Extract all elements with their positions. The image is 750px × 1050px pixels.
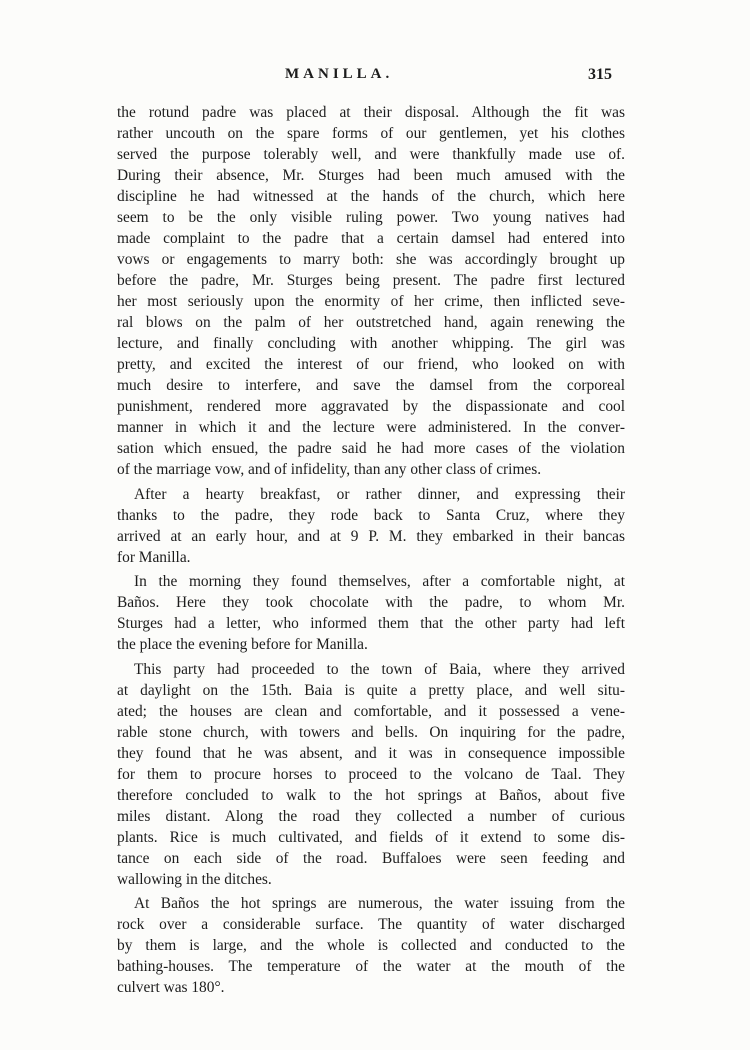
text-line: At Baños the hot springs are numerous, the water issuing from the [134, 895, 625, 912]
text-line: This party had proceeded to the town of Baia, where they arrived [134, 660, 625, 678]
paragraph [117, 659, 625, 890]
body-text [117, 102, 625, 1002]
text-line: During their absence, Mr. Sturges had been much amused with the [117, 167, 625, 184]
text-line: manner in which it and the lecture were administered. In the conver- [117, 419, 625, 436]
text-line: thanks to the padre, they rode back to Santa Cruz, where they [117, 506, 625, 524]
text-line: made complaint to the padre that a certain damsel had entered into [117, 230, 625, 247]
text-line: lecture, and finally concluding with another whipping. The girl was [117, 335, 625, 352]
text-line: punishment, rendered more aggravated by the dispassionate and cool [117, 398, 625, 415]
text-line: by them is large, and the whole is collected and conducted to the [117, 937, 625, 954]
text-line: pretty, and excited the interest of our friend, who looked on with [117, 356, 625, 373]
text-line: ated; the houses are clean and comfortable, and it possessed a vene- [117, 702, 625, 720]
paragraph [117, 484, 625, 568]
text-line: Baños. Here they took chocolate with the padre, to whom Mr. [117, 594, 625, 611]
page-number: 315 [588, 66, 612, 83]
text-line: culvert was 180°. [117, 979, 225, 996]
paragraph [117, 102, 625, 480]
text-line: sation which ensued, the padre said he had more cases of the violation [117, 440, 625, 457]
text-line: After a hearty breakfast, or rather dinner, and expressing their [134, 485, 625, 503]
text-line: ral blows on the palm of her outstretched hand, again renewing the [117, 314, 625, 331]
running-head [0, 66, 750, 90]
text-line: they found that he was absent, and it was in consequence impossible [117, 744, 625, 762]
text-line: vows or engagements to marry both: she was accordingly brought up [117, 251, 625, 268]
text-line: at daylight on the 15th. Baia is quite a pretty place, and well situ- [117, 681, 625, 699]
text-line: In the morning they found themselves, after a comfortable night, at [134, 573, 625, 590]
text-line: much desire to interfere, and save the damsel from the corporeal [117, 377, 625, 394]
text-line: rather uncouth on the spare forms of our gentlemen, yet his clothes [117, 125, 625, 142]
text-line: wallowing in the ditches. [117, 870, 272, 888]
text-line: her most seriously upon the enormity of her crime, then inflicted seve- [117, 293, 625, 310]
text-line: plants. Rice is much cultivated, and fields of it extend to some dis- [117, 828, 625, 846]
text-line: the rotund padre was placed at their disposal. Although the fit was [117, 104, 625, 121]
text-line: arrived at an early hour, and at 9 P. M. they embarked in their bancas [117, 527, 625, 545]
text-line: miles distant. Along the road they collected a number of curious [117, 807, 625, 825]
text-line: served the purpose tolerably well, and were thankfully made use of. [117, 146, 625, 163]
text-line: discipline he had witnessed at the hands of the church, which here [117, 188, 625, 205]
text-line: tance on each side of the road. Buffaloes were seen feeding and [117, 849, 625, 867]
text-line: rock over a considerable surface. The quantity of water discharged [117, 916, 625, 933]
running-title: MANILLA. [285, 66, 394, 82]
text-line: Sturges had a letter, who informed them that the other party had left [117, 615, 625, 632]
text-line: seem to be the only visible ruling power. Two young natives had [117, 209, 625, 226]
text-line: of the marriage vow, and of infidelity, than any other class of crimes. [117, 461, 542, 478]
text-line: rable stone church, with towers and bells. On inquiring for the padre, [117, 723, 625, 741]
text-line: for them to procure horses to proceed to the volcano de Taal. They [117, 765, 625, 783]
text-line: the place the evening before for Manilla. [117, 636, 368, 653]
text-line: for Manilla. [117, 548, 191, 566]
text-line: therefore concluded to walk to the hot springs at Baños, about five [117, 786, 625, 804]
text-line: bathing-houses. The temperature of the water at the mouth of the [117, 958, 625, 975]
paragraph [117, 893, 625, 998]
text-line: before the padre, Mr. Sturges being present. The padre first lectured [117, 272, 625, 289]
paragraph [117, 571, 625, 655]
